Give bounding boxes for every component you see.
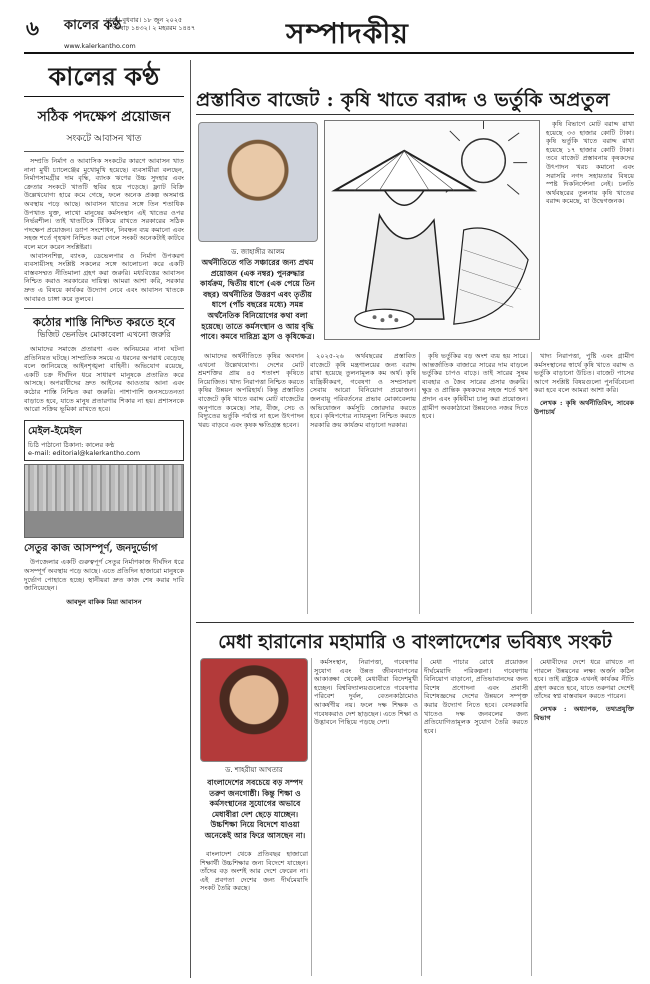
column-separator xyxy=(531,352,532,614)
farming-illustration xyxy=(324,120,540,340)
paragraph: আমাদের সমাজে প্রতারণা এবং অনিয়মের নানা ঘটনা প্রতিনিয়ত ঘটছে। সাম্প্রতিক সময়ে এ ধরনের অপরাধ বেড়েছে বলে জানিয়েছে আইনশৃঙ্খলা বাহিনী। অভিযোগ রয়েছে, একটি চক্র দীর্ঘদিন ধরে সাধারণ মানুষকে প্রতারিত করে আসছে। অপরাধীদের দ্রুত আইনের আওতায় আনা এবং কঠোর শাস্তি নিশ্চিত করা জরুরি। পাশাপাশি জনসচেতনতা বাড়াতে হবে, যাতে মানুষ প্রতারণার শিকার না হয়। প্রশাসনকে আরো সক্রিয় ভূমিকা রাখতে হবে। xyxy=(24,345,184,414)
website-link[interactable]: www.kalerkantho.com xyxy=(64,42,136,50)
lead-editorial-body xyxy=(24,157,184,303)
article2-column-3 xyxy=(424,658,528,735)
mail-address[interactable]: e-mail: editorial@kalerkantho.com xyxy=(28,449,141,458)
bridge-photo xyxy=(24,464,184,538)
page-header xyxy=(24,12,634,54)
page-number: ৬ xyxy=(26,16,40,40)
author-name: ড. জাহাঙ্গীর আলম xyxy=(231,248,285,256)
paragraph: বাংলাদেশ থেকে প্রতিবছর হাজারো শিক্ষার্থী উচ্চশিক্ষার জন্য বিদেশে যাচ্ছেন। তাঁদের বড় অংশই আর দেশে ফেরেন না। এই প্রবণতা দেশের জন্য দীর্ঘমেয়াদি সংকট তৈরি করছে। xyxy=(200,850,308,893)
mail-line: চিঠি পাঠানো ঠিকানা: কালের কণ্ঠ xyxy=(28,440,115,449)
column-rule xyxy=(190,60,191,978)
column-separator xyxy=(419,352,420,614)
pull-quote: অর্থনীতিতে গতি সঞ্চারের জন্য প্রথম প্রয়োজন (এক নম্বর) পুনরুদ্ধার কার্যক্রম, দ্বিতীয় ধাপে (এক পেয়ে তিন বছর) অর্থনীতির উত্তরণ এবং তৃতীয় ধাপে (পাঁচ বছরের মধ্যে) সমন্ন অর্থনৈতিক বিনিয়োগের কথা বলা হয়েছে। তাতে কর্মসংস্থান ও আয় বৃদ্ধি পাবে। কমবে দারিদ্র্য হ্রাস ও কৃষিক্ষেত্র। xyxy=(200,258,315,342)
author-photo xyxy=(200,658,308,762)
dateline-line2: ৪ আষাঢ় ১৪৩২। ২ মহররম ১৪৪৭ xyxy=(106,24,196,32)
dateline-line1: ঢাকা। বুধবার। ১৮ জুন ২০২৫ xyxy=(106,16,183,24)
column-separator xyxy=(311,658,312,976)
author-name: ড. শাহরীয়া আখতার xyxy=(225,766,283,774)
paragraph: মেধা পাচার রোধে প্রয়োজন দীর্ঘমেয়াদি পরিকল্পনা। গবেষণায় বিনিয়োগ বাড়ানো, প্রতিভাবানদের জন্য বিশেষ প্রণোদনা এবং প্রবাসী বিশেষজ্ঞদের দেশের উন্নয়নে সম্পৃক্ত করার উদ্যোগ নিতে হবে। বেসরকারি খাতেও দক্ষ জনবলের জন্য প্রতিযোগিতামূলক সুযোগ তৈরি করতে হবে। xyxy=(424,658,528,735)
paragraph: কৃষি ভর্তুকির বড় অংশ ব্যয় হয় সারে। আন্তর্জাতিক বাজারে সারের দাম বাড়লে ভর্তুকির চাপও বাড়ে। তাই সারের সুষম ব্যবহার ও জৈব সারের প্রসার জরুরি। ক্ষুদ্র ও প্রান্তিক কৃষকদের সহজ শর্তে ঋণ প্রদান এবং কৃষিবীমা চালু করা প্রয়োজন। গ্রামীণ অবকাঠামো উন্নয়নেও নজর দিতে হবে। xyxy=(422,352,528,421)
illustration-drawing xyxy=(325,121,539,339)
paragraph: খাদ্য নিরাপত্তা, পুষ্টি এবং গ্রামীণ কর্মসংস্থানের স্বার্থে কৃষি খাতে বরাদ্দ ও ভর্তুকি বাড়ানো উচিত। বাজেট পাসের আগে সংশ্লিষ্ট বিষয়গুলো পুনর্বিবেচনা করা হবে বলে আমরা আশা করি। xyxy=(534,352,634,395)
column-separator xyxy=(421,658,422,976)
lead-editorial-subtitle: সংকটে আবাসন খাত xyxy=(66,134,142,144)
article1-column-3 xyxy=(422,352,528,421)
header-brand: কালের কণ্ঠ xyxy=(64,18,122,33)
column-separator xyxy=(307,352,308,614)
divider xyxy=(196,622,634,623)
paragraph: উপজেলার একটি গুরুত্বপূর্ণ সেতুর নির্মাণকাজ দীর্ঘদিন ধরে অসম্পূর্ণ অবস্থায় পড়ে আছে। এতে প্রতিদিন হাজারো মানুষকে দুর্ভোগ পোহাতে হচ্ছে। স্থানীয়রা দ্রুত কাজ শেষ করার দাবি জানিয়েছেন। xyxy=(24,558,184,593)
second-editorial-subtitle: ভিজিট ভেনডিং মোকাবেলা এখনো জরুরি xyxy=(37,330,171,340)
paragraph: সম্প্রতি নির্মাণ ও আবাসিক সংকটের কারণে আবাসন খাত নানা মুখী চ্যালেঞ্জের মুখোমুখি হয়েছে। ব্যবসায়ীরা বলছেন, নির্মাণসামগ্রীর দাম বৃদ্ধি, ব্যাংক ঋণের উচ্চ সুদহার এবং ক্রেতার সংকটে খাতটি স্থবির হয়ে পড়েছে। ফ্ল্যাট বিক্রি উল্লেখযোগ্য হারে কমে গেছে, ফলে অনেক প্রকল্প অসমাপ্ত অবস্থায় পড়ে আছে। আবাসন খাতের সঙ্গে তিন শতাধিক উপখাত যুক্ত, লাখো মানুষের কর্মসংস্থান এই খাতের ওপর নির্ভরশীল। তাই খাতটিকে টিকিয়ে রাখতে সরকারের সঠিক পদক্ষেপ প্রয়োজন। ড্যাপ সংশোধন, নিবন্ধন ব্যয় কমানো এবং সহজ শর্তে গৃহঋণ নিশ্চিত করা গেলে সংকট অনেকটাই কাটবে বলে মনে করেন সংশ্লিষ্টরা। xyxy=(24,157,184,251)
photo-caption-body xyxy=(24,558,184,592)
article2-column-4 xyxy=(534,658,634,722)
article1-right-column xyxy=(546,120,634,206)
paragraph: কর্মসংস্থান, নিরাপত্তা, গবেষণার সুযোগ এবং উন্নত জীবনযাপনের আকাঙ্ক্ষা থেকেই মেধাবীরা বিদেশমুখী হচ্ছেন। বিশ্ববিদ্যালয়গুলোতে গবেষণার পরিবেশ দুর্বল, বেতনকাঠামোও আকর্ষণীয় নয়। ফলে দক্ষ শিক্ষক ও গবেষকরাও দেশ ছাড়ছেন। এতে শিক্ষা ও উদ্ভাবনে পিছিয়ে পড়ছে দেশ। xyxy=(314,658,418,727)
letter-signature: আবদুল বাকিক মিয়া আবাসন xyxy=(66,597,142,606)
paragraph: ২০২৫-২৬ অর্থবছরের প্রস্তাবিত বাজেটে কৃষি মন্ত্রণালয়ের জন্য বরাদ্দ রাখা হয়েছে তুলনামূলক কম অর্থ। কৃষি যান্ত্রিকীকরণ, গবেষণা ও সম্প্রসারণ সেবায় আরো বিনিয়োগ প্রয়োজন। জলবায়ু পরিবর্তনের প্রভাব মোকাবেলায় অভিযোজন কর্মসূচি জোরদার করতে হবে। কৃষিপণ্যের ন্যায্যমূল্য নিশ্চিত করতে সরকারি ক্রয় কার্যক্রম বাড়ানো দরকার। xyxy=(310,352,416,429)
paragraph: আবাসনশিল্প, ব্যাংক, ডেভেলপার ও নির্মাণ উপকরণ ব্যবসায়ীসহ সংশ্লিষ্ট সকলের সঙ্গে আলোচনা করে একটি বাস্তবসম্মত নীতিমালা গ্রহণ করা জরুরি। মধ্যবিত্তের আবাসন নিশ্চিত করাও সরকারের দায়িত্ব। আমরা আশা করি, সরকার দ্রুত এ বিষয়ে কার্যকর উদ্যোগ নেবে এবং আবাসন খাতকে আবারও চাঙ্গা করে তুলবে। xyxy=(24,251,184,303)
section-title: সম্পাদকীয় xyxy=(286,17,409,50)
second-editorial-title: কঠোর শাস্তি নিশ্চিত করতে হবে xyxy=(32,315,176,330)
author-photo xyxy=(198,122,318,242)
author-bio: লেখক : অধ্যাপক, তথ্যপ্রযুক্তি বিভাগ xyxy=(534,704,634,722)
article1-title: প্রস্তাবিত বাজেট : কৃষি খাতে বরাদ্দ ও ভর্তুকি অপ্রতুল xyxy=(196,89,610,111)
article1-column-4 xyxy=(534,352,634,416)
divider xyxy=(24,308,184,309)
masthead-logo: কালের কণ্ঠ xyxy=(24,60,184,97)
mail-title: মেইল-ইমেইল xyxy=(28,425,82,437)
article2-column-1 xyxy=(200,850,308,893)
paragraph: আমাদের অর্থনীতিতে কৃষির অবদান এখনো উল্লেখযোগ্য। দেশের মোট শ্রমশক্তির প্রায় ৪৫ শতাংশ কৃষিতে নিয়োজিত। খাদ্য নিরাপত্তা নিশ্চিত করতে কৃষির উন্নয়ন অপরিহার্য। কিন্তু প্রস্তাবিত বাজেটে কৃষি খাতে বরাদ্দ মোট বাজেটের অনুপাতে কমেছে। সার, বীজ, সেচ ও বিদ্যুতের ভর্তুকি পর্যাপ্ত না হলে উৎপাদন খরচ বাড়বে এবং কৃষক ক্ষতিগ্রস্ত হবেন। xyxy=(198,352,304,429)
pull-quote: বাংলাদেশের সবচেয়ে বড় সম্পদ তরুণ জনগোষ্ঠী। কিন্তু শিক্ষা ও কর্মসংস্থানের সুযোগের অভাবে মেধাবীরা দেশ ছেড়ে যাচ্ছেন। উচ্চশিক্ষা নিয়ে বিদেশে যাওয়া অনেকেই আর ফিরে আসছেন না। xyxy=(204,778,306,840)
second-editorial-body xyxy=(24,345,184,414)
article1-column-1 xyxy=(198,352,304,429)
lead-editorial-title: সঠিক পদক্ষেপ প্রয়োজন xyxy=(37,109,171,125)
paragraph: কৃষি বিভাগে মোট বরাদ্দ রাখা হয়েছে ৩৩ হাজার কোটি টাকা। কৃষি ভর্তুকি খাতে বরাদ্দ রাখা হয়েছে ১৭ হাজার কোটি টাকা। তবে বাজেট প্রস্তাবনায় কৃষকদের উৎপাদন খরচ কমানো এবং সরাসরি নগদ সহায়তার বিষয়ে স্পষ্ট দিকনির্দেশনা নেই। চলতি অর্থবছরের তুলনায় কৃষি খাতের বরাদ্দ কমেছে, যা উদ্বেগজনক। xyxy=(546,120,634,206)
dateline xyxy=(106,16,206,32)
column-separator xyxy=(531,658,532,976)
photo-caption-title: সেতুর কাজ আসম্পূর্ণ, জনদুর্ভোগ xyxy=(24,543,158,555)
paragraph: মেধাবীদের দেশে ধরে রাখতে না পারলে উন্নয়নের লক্ষ্য অর্জন কঠিন হবে। তাই রাষ্ট্রকে এখনই কার্যকর নীতি গ্রহণ করতে হবে, যাতে তরুণরা দেশেই তাঁদের স্বপ্ন বাস্তবায়ন করতে পারেন। xyxy=(534,658,634,701)
divider xyxy=(196,114,634,115)
author-bio: লেখক : কৃষি অর্থনীতিবিদ, সাবেক উপাচার্য xyxy=(534,398,634,416)
article2-column-2 xyxy=(314,658,418,727)
divider xyxy=(24,151,184,152)
article2-title: মেধা হারানোর মহামারি ও বাংলাদেশের ভবিষ্যৎ সংকট xyxy=(218,632,612,653)
left-column xyxy=(24,60,184,608)
article1-column-2 xyxy=(310,352,416,429)
mail-box xyxy=(24,420,184,462)
